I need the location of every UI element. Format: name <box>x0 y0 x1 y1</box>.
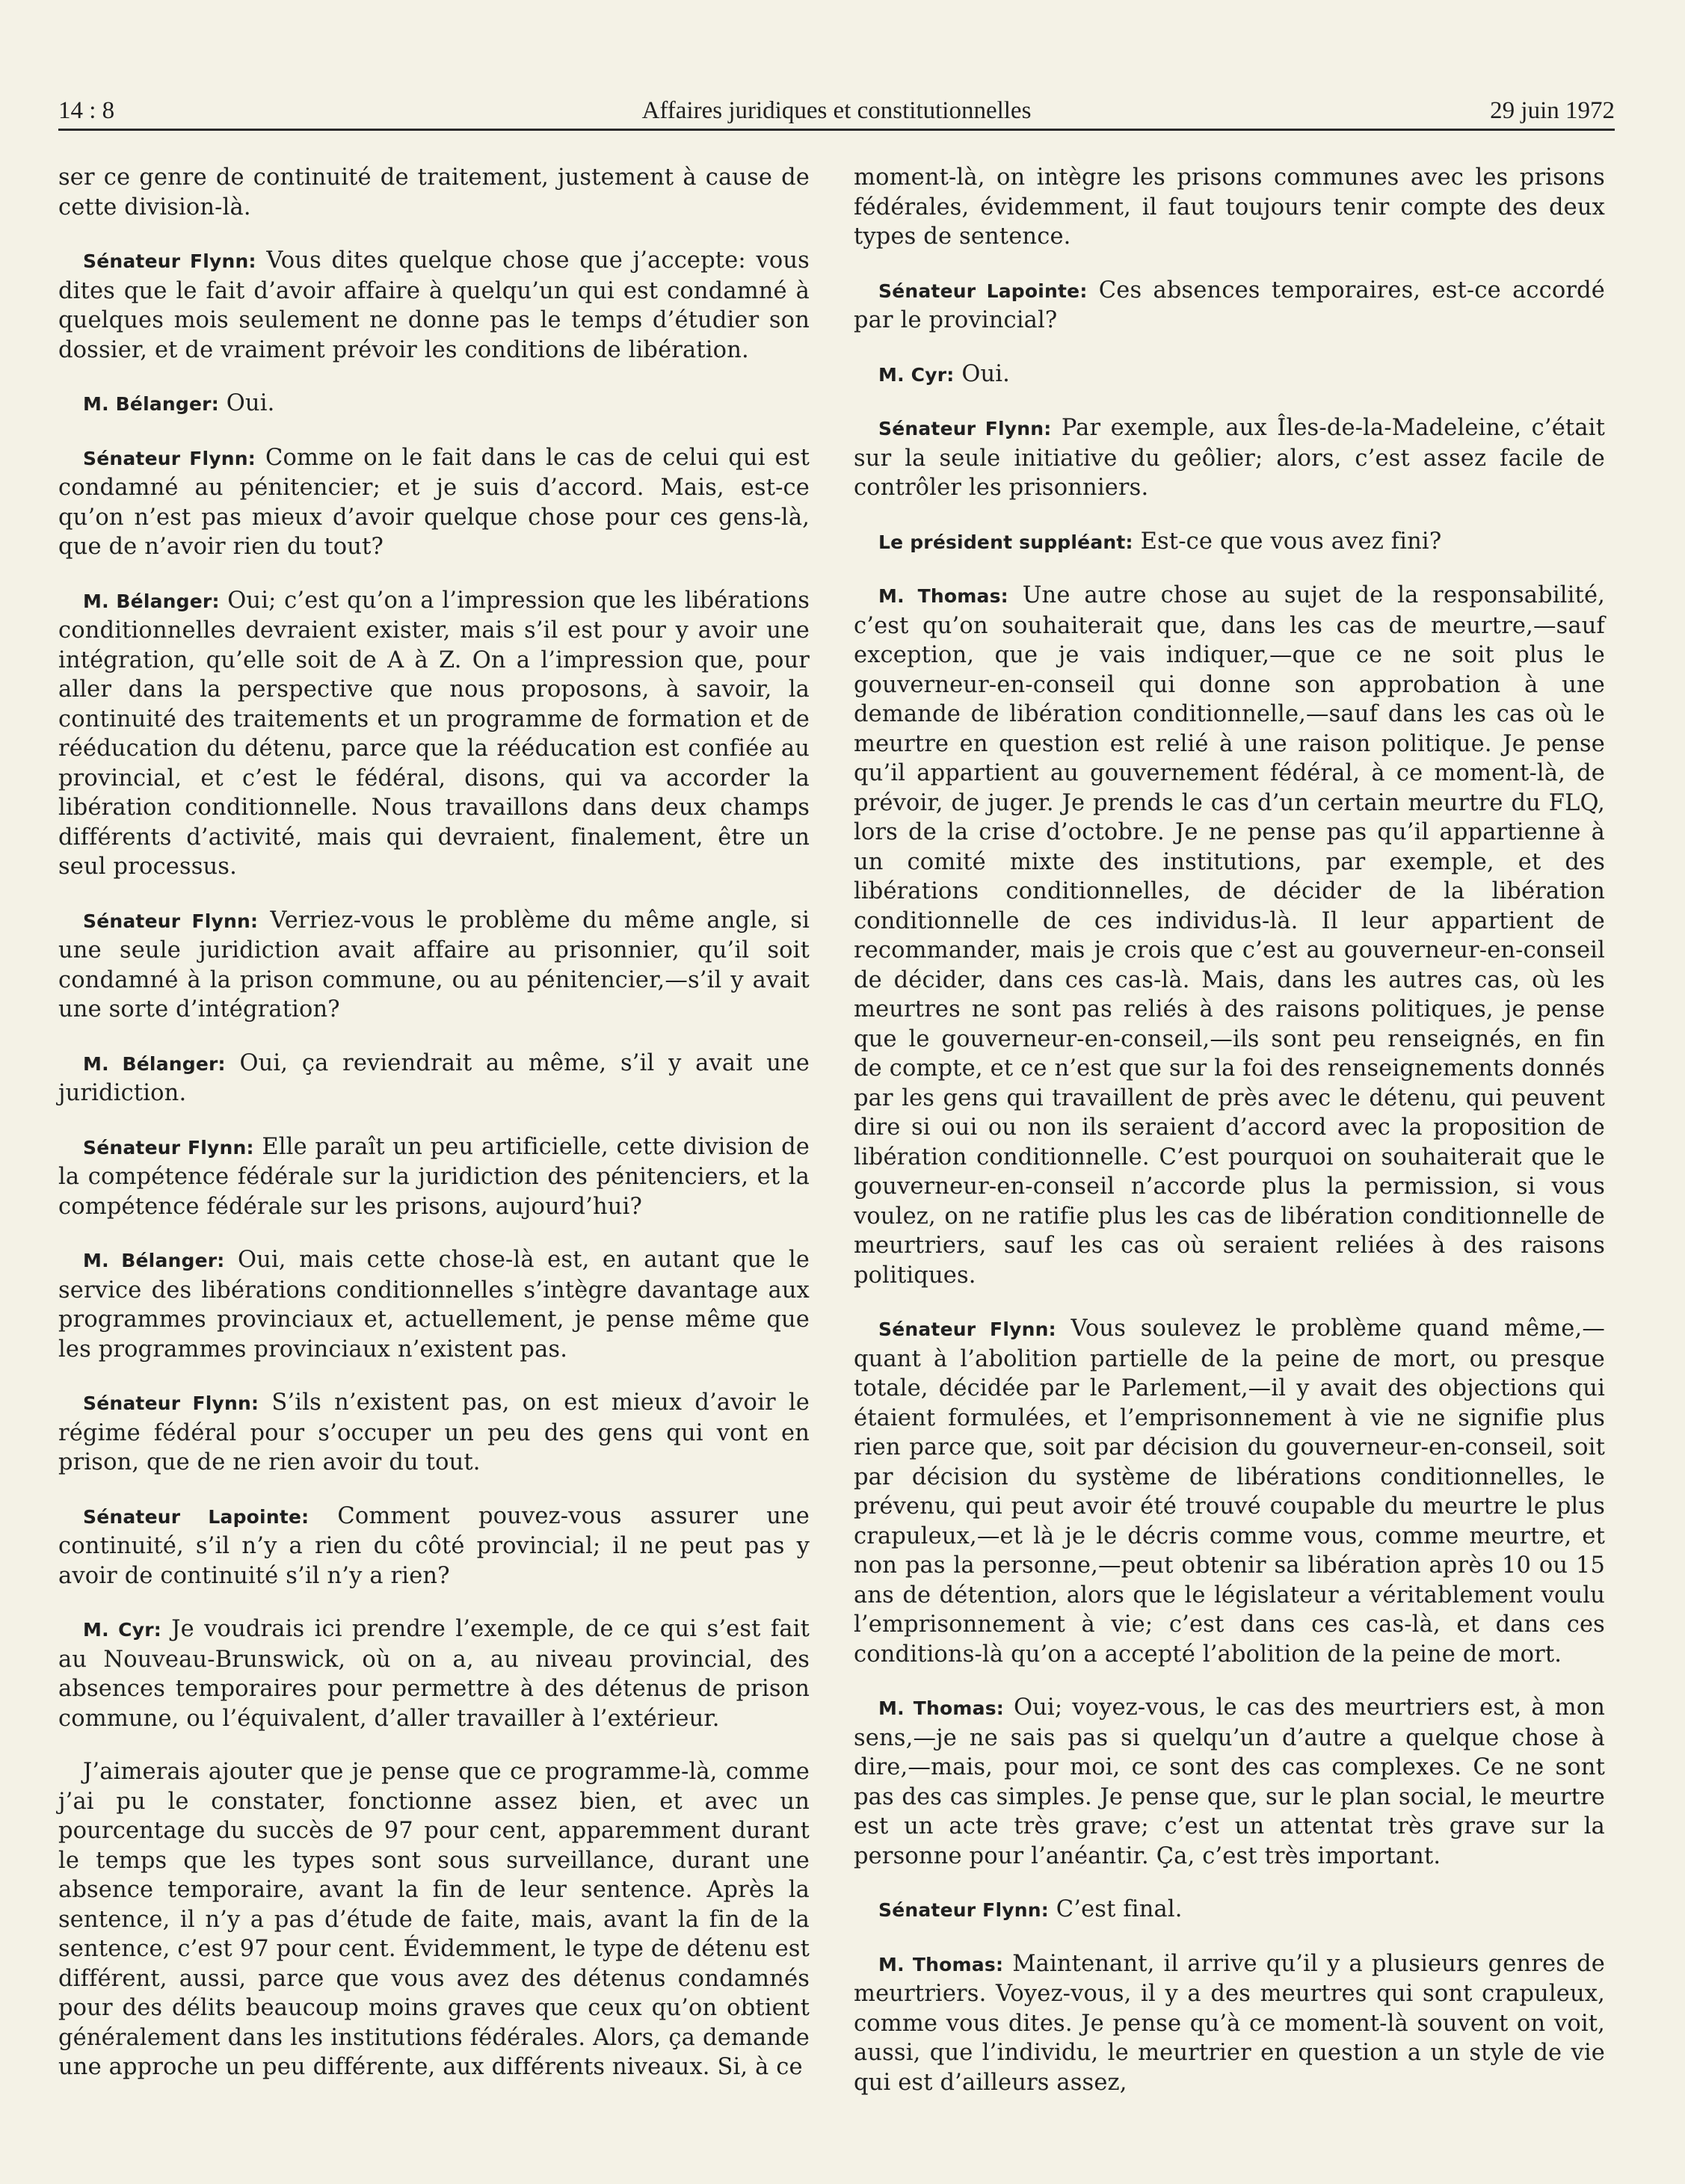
paragraph-text: Une autre chose au sujet de la responsabilité, c’est qu’on souhaiterait que, dans les cas de meurtre,—sauf exception, que je vais indiquer,—que ce ne soit plus le gouverneur-en-conseil qui donne son approbation à une demande de libération conditionnelle,—sauf dans les cas où le meurtre en question est relié à une raison politique. Je pense qu’il appartient au gouvernement fédéral, à ce moment-là, de prévoir, de juger. Je prends le cas d’un certain meurtre du FLQ, lors de la crise d’octobre. Je ne pense pas qu’il appartienne à un comité mixte des institutions, par exemple, et des libérations conditionnelles, de décider de la libération conditionnelle de ces individus-là. Il leur appartient de recommander, mais je crois que c’est au gouverneur-en-conseil de décider, dans ces cas-là. Mais, dans les autres cas, où les meurtres ne sont pas reliés à des raisons politiques, je pense que le gouverneur-en-conseil,—ils sont peu renseignés, en fin de compte, et ce n’est que sur la foi des renseignements donnés par les gens qui travaillent de près avec le détenu, qui peuvent dire si oui ou non ils seraient d’accord avec la proposition de libération conditionnelle. C’est pourquoi on souhaiterait que le gouverneur-en-conseil n’accorde plus la permission, si vous voulez, on ne ratifie plus les cas de libération conditionnelle de meurtriers, sauf les cas où seraient reliées à des raisons politiques. <box>854 582 1605 1289</box>
speaker-name: M. Cyr: <box>83 1619 161 1641</box>
paragraph-text: Je voudrais ici prendre l’exemple, de ce qui s’est fait au Nouveau-Brunswick, où on a, au niveau provincial, des absences temporaires pour permettre à des détenus de prison commune, ou l’équivalent, d’aller travailler à l’extérieur. <box>58 1616 810 1732</box>
continuation-paragraph <box>58 1757 810 2082</box>
continuation-paragraph <box>58 163 810 222</box>
speaker-name: Sénateur Flynn: <box>878 1899 1049 1921</box>
paragraph-text: Oui. <box>961 360 1011 387</box>
paragraph-text: C’est final. <box>1056 1896 1183 1922</box>
speaker-name: Sénateur Flynn: <box>83 447 256 469</box>
publication-title: Affaires juridiques et constitutionnelles <box>641 97 1032 124</box>
speaker-name: Sénateur Flynn: <box>878 1318 1056 1340</box>
speaker-name: M. Bélanger: <box>83 1052 226 1075</box>
speaker-paragraph <box>854 527 1605 558</box>
continuation-paragraph <box>854 163 1605 252</box>
speaker-name: Sénateur Flynn: <box>83 1392 259 1414</box>
paragraph-text: Oui, ça reviendrait au même, s’il y avait une juridiction. <box>58 1049 810 1106</box>
speaker-paragraph <box>58 586 810 882</box>
speaker-name: Sénateur Flynn: <box>83 1136 254 1159</box>
speaker-name: M. Bélanger: <box>83 393 219 415</box>
speaker-paragraph <box>854 1693 1605 1871</box>
speaker-paragraph <box>58 1502 810 1591</box>
speaker-name: M. Cyr: <box>878 363 955 386</box>
speaker-name: Sénateur Flynn: <box>83 250 256 272</box>
right-column <box>854 163 1605 2121</box>
speaker-name: Sénateur Lapointe: <box>878 280 1088 302</box>
paragraph-text: ser ce genre de continuité de traitement, justement à cause de cette division-là. <box>58 164 810 220</box>
speaker-name: Sénateur Lapointe: <box>83 1505 309 1528</box>
speaker-name: Le président suppléant: <box>878 531 1133 553</box>
speaker-paragraph <box>854 1314 1605 1669</box>
paragraph-text: Ces absences temporaires, est-ce accordé par le provincial? <box>854 277 1605 333</box>
speaker-paragraph <box>854 1895 1605 1925</box>
running-header <box>58 96 1615 131</box>
paragraph-text: Comme on le fait dans le cas de celui qui est condamné au pénitencier; et je suis d’accord. Mais, est-ce qu’on n’est pas mieux d’avoir quelque chose pour ces gens-là, que de n’avoir rien du tout? <box>58 444 810 560</box>
paragraph-text: Par exemple, aux Îles-de-la-Madeleine, c’était sur la seule initiative du geôlier; alors, c’est assez facile de contrôler les prisonniers. <box>854 415 1605 501</box>
speaker-paragraph <box>58 246 810 365</box>
header-date: 29 juin 1972 <box>1490 97 1615 124</box>
paragraph-text: Oui; voyez-vous, le cas des meurtriers est, à mon sens,—je ne sais pas si quelqu’un d’autre a quelque chose à dire,—mais, pour moi, ce sont des cas complexes. Ce ne sont pas des cas simples. Je pense que, sur le plan social, le meurtre est un acte très grave; c’est un attentat très grave sur la personne pour l’anéantir. Ça, c’est très important. <box>854 1694 1605 1869</box>
speaker-paragraph <box>854 413 1605 503</box>
paragraph-text: Maintenant, il arrive qu’il y a plusieurs genres de meurtriers. Voyez-vous, il y a des meurtres qui sont crapuleux, comme vous dites. Je pense qu’à ce moment-là souvent on voit, aussi, que l’individu, le meurtrier en question a un style de vie qui est d’ailleurs assez, <box>854 1950 1605 2096</box>
paragraph-text: Vous soulevez le problème quand même,—quant à l’abolition partielle de la peine de mort, ou presque totale, décidée par le Parlement,—il y avait des objections qui étaient formulées, et l’emprisonnement à vie ne signifie plus rien parce que, soit par décision du gouverneur-en-conseil, soit par décision du système de libérations conditionnelles, le prévenu, qui peut avoir été trouvé coupable du meurtre le plus crapuleux,—et là je le décris comme vous, comme meurtre, et non pas la personne,—peut obtenir sa libération après 10 ou 15 ans de détention, alors que le législateur a véritablement voulu l’emprisonnement à vie; c’est dans ces cas-là, et dans ces conditions-là qu’on a accepté l’abolition de la peine de mort. <box>854 1315 1605 1668</box>
speaker-name: Sénateur Flynn: <box>878 418 1052 439</box>
speaker-paragraph <box>58 906 810 1025</box>
paragraph-text: Est-ce que vous avez fini? <box>1140 528 1442 555</box>
speaker-paragraph <box>854 581 1605 1290</box>
left-column <box>58 163 810 2106</box>
speaker-name: M. Bélanger: <box>83 1250 225 1271</box>
page-number: 14 : 8 <box>58 97 115 124</box>
speaker-name: Sénateur Flynn: <box>83 910 259 932</box>
speaker-paragraph <box>854 360 1605 390</box>
paragraph-text: S’ils n’existent pas, on est mieux d’avoir le régime fédéral pour s’occuper un peu des gens qui vont en prison, que de ne rien avoir du tout. <box>58 1389 810 1475</box>
speaker-name: M. Thomas: <box>878 585 1008 607</box>
paragraph-text: Oui; c’est qu’on a l’impression que les libérations conditionnelles devraient exister, mais s’il est pour y avoir une intégration, qu’elle soit de A à Z. On a l’impression que, pour aller dans la perspective que nous proposons, à savoir, la continuité des traitements et un programme de formation et de rééducation du détenu, parce que la rééducation est confiée au provincial, et c’est le fédéral, disons, qui va accorder la libération conditionnelle. Nous travaillons dans deux champs différents d’activité, mais qui devraient, finalement, être un seul processus. <box>58 587 810 880</box>
speaker-name: M. Thomas: <box>878 1953 1004 1975</box>
paragraph-text: Oui, mais cette chose-là est, en autant que le service des libérations conditionnelles s’intègre davantage aux programmes provinciaux et, actuellement, je pense même que les programmes provinciaux n’existent pas. <box>58 1247 810 1363</box>
speaker-paragraph <box>58 443 810 562</box>
speaker-paragraph <box>58 1132 810 1222</box>
speaker-paragraph <box>854 276 1605 336</box>
paragraph-text: Oui. <box>226 390 275 416</box>
paragraph-text: moment-là, on intègre les prisons communes avec les prisons fédérales, évidemment, il faut toujours tenir compte des deux types de sentence. <box>854 164 1605 250</box>
speaker-paragraph <box>58 1049 810 1108</box>
paragraph-text: J’aimerais ajouter que je pense que ce programme-là, comme j’ai pu le constater, fonctionne assez bien, et avec un pourcentage du succès de 97 pour cent, apparemment durant le temps que les types sont sous surveillance, durant une absence temporaire, avant la fin de leur sentence. Après la sentence, il n’y a pas d’étude de faite, mais, avant la fin de la sentence, c’est 97 pour cent. Évidemment, le type de détenu est différent, aussi, parce que vous avez des détenus condamnés pour des délits beaucoup moins graves que ceux qu’on obtient généralement dans les institutions fédérales. Alors, ça demande une approche un peu différente, aux différents niveaux. Si, à ce <box>58 1759 810 2080</box>
speaker-paragraph <box>854 1949 1605 2098</box>
paragraph-text: Comment pouvez-vous assurer une continuité, s’il n’y a rien du côté provincial; il ne peut pas y avoir de continuité s’il n’y a rien? <box>58 1502 810 1589</box>
speaker-paragraph <box>58 1245 810 1364</box>
paragraph-text: Verriez-vous le problème du même angle, si une seule juridiction avait affaire au prisonnier, qu’il soit condamné à la prison commune, ou au pénitencier,—s’il y avait une sorte d’intégration? <box>58 907 810 1022</box>
speaker-paragraph <box>58 389 810 419</box>
paragraph-text: Vous dites quelque chose que j’accepte: vous dites que le fait d’avoir affaire à quelqu’un qui est condamné à quelques mois seulement ne donne pas le temps d’étudier son dossier, et de vraiment prévoir les conditions de libération. <box>58 247 810 363</box>
speaker-paragraph <box>58 1388 810 1478</box>
paragraph-text: Elle paraît un peu artificielle, cette division de la compétence fédérale sur la juridiction des pénitenciers, et la compétence fédérale sur les prisons, aujourd’hui? <box>58 1133 810 1220</box>
speaker-paragraph <box>58 1614 810 1733</box>
speaker-name: M. Thomas: <box>878 1697 1005 1719</box>
speaker-name: M. Bélanger: <box>83 590 220 612</box>
